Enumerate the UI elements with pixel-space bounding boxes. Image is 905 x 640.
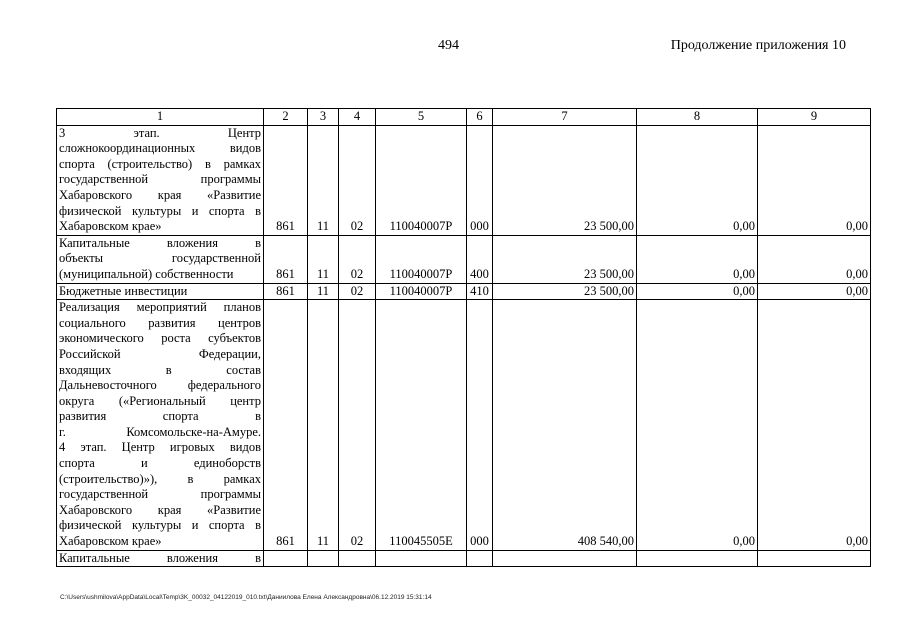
table-row	[57, 300, 871, 551]
cell-subsection: 02	[339, 235, 376, 283]
column-header: 3	[308, 109, 339, 126]
cell-section: 11	[308, 235, 339, 283]
description-line: (строительство)»), в рамках	[59, 471, 261, 486]
cell-amount-1: 23 500,00	[493, 125, 637, 235]
description-line: (муниципальной) собственности	[59, 266, 234, 281]
cell-subsection	[339, 550, 376, 567]
row-description	[57, 300, 264, 551]
table-row	[57, 125, 871, 235]
cell-amount-1: 23 500,00	[493, 235, 637, 283]
column-header: 8	[637, 109, 758, 126]
description-line: физической культуры и спорта в	[59, 518, 261, 533]
column-header: 1	[57, 109, 264, 126]
cell-subsection: 02	[339, 300, 376, 551]
description-line: Хабаровского края «Развитие	[59, 502, 261, 517]
cell-amount-2: 0,00	[637, 300, 758, 551]
column-header: 7	[493, 109, 637, 126]
budget-table	[56, 108, 871, 567]
row-description	[57, 235, 264, 283]
description-line: физической культуры и спорта в	[59, 203, 261, 218]
cell-amount-1: 23 500,00	[493, 283, 637, 300]
cell-amount-3: 0,00	[758, 235, 871, 283]
description-line: 3 этап. Центр	[59, 125, 261, 140]
description-line: Реализация мероприятий планов	[59, 300, 261, 315]
cell-amount-3: 0,00	[758, 125, 871, 235]
column-header: 2	[264, 109, 308, 126]
description-line: спорта и единоборств	[59, 456, 261, 471]
description-line: государственной программы	[59, 487, 261, 502]
description-line: г. Комсомольске-на-Амуре.	[59, 424, 261, 439]
cell-amount-2: 0,00	[637, 125, 758, 235]
row-description	[57, 283, 264, 300]
cell-amount-2: 0,00	[637, 283, 758, 300]
description-line: Хабаровском крае»	[59, 534, 162, 549]
appendix-note: Продолжение приложения 10	[670, 38, 846, 53]
cell-expense-type: 000	[467, 300, 493, 551]
cell-target-item: 110045505Е	[376, 300, 467, 551]
cell-target-item: 110040007Р	[376, 235, 467, 283]
description-line: Бюджетные инвестиции	[59, 283, 188, 298]
description-line: Капитальные вложения в	[59, 235, 261, 250]
table-header-row	[57, 109, 871, 126]
cell-amount-3	[758, 550, 871, 567]
description-line: Хабаровском крае»	[59, 219, 162, 234]
cell-target-item: 110040007Р	[376, 283, 467, 300]
column-header: 9	[758, 109, 871, 126]
cell-expense-type: 410	[467, 283, 493, 300]
description-line: Капитальные вложения в	[59, 550, 261, 565]
cell-amount-1	[493, 550, 637, 567]
description-line: Хабаровского края «Развитие	[59, 187, 261, 202]
cell-amount-3: 0,00	[758, 300, 871, 551]
cell-section: 11	[308, 125, 339, 235]
cell-subsection: 02	[339, 125, 376, 235]
cell-section: 11	[308, 283, 339, 300]
cell-amount-2	[637, 550, 758, 567]
column-header: 5	[376, 109, 467, 126]
table-row	[57, 283, 871, 300]
row-description	[57, 125, 264, 235]
description-line: объекты государственной	[59, 251, 261, 266]
cell-amount-3: 0,00	[758, 283, 871, 300]
description-line: социального развития центров	[59, 315, 261, 330]
cell-expense-type: 400	[467, 235, 493, 283]
row-description	[57, 550, 264, 567]
cell-target-item: 110040007Р	[376, 125, 467, 235]
table-body	[57, 125, 871, 567]
cell-section: 11	[308, 300, 339, 551]
cell-code: 861	[264, 235, 308, 283]
description-line: округа («Региональный центр	[59, 393, 261, 408]
description-line: входящих в состав	[59, 362, 261, 377]
description-line: экономического роста субъектов	[59, 331, 261, 346]
cell-expense-type: 000	[467, 125, 493, 235]
footer-file-path: C:\Users\ushmilova\AppData\Local\Temp\3K_00032_04122019_010.txt\Даниилова Елена Александровна\06.12.2019 15:31:14	[60, 594, 432, 601]
column-header: 4	[339, 109, 376, 126]
cell-amount-2: 0,00	[637, 235, 758, 283]
cell-expense-type	[467, 550, 493, 567]
page-number: 494	[438, 38, 459, 53]
cell-section	[308, 550, 339, 567]
description-line: государственной программы	[59, 172, 261, 187]
cell-amount-1: 408 540,00	[493, 300, 637, 551]
cell-code: 861	[264, 283, 308, 300]
cell-subsection: 02	[339, 283, 376, 300]
cell-target-item	[376, 550, 467, 567]
description-line: развития спорта в	[59, 409, 261, 424]
cell-code: 861	[264, 300, 308, 551]
table-row	[57, 235, 871, 283]
description-line: 4 этап. Центр игровых видов	[59, 440, 261, 455]
cell-code: 861	[264, 125, 308, 235]
description-line: спорта (строительство) в рамках	[59, 156, 261, 171]
description-line: Российской Федерации,	[59, 346, 261, 361]
cell-code	[264, 550, 308, 567]
description-line: сложнокоординационных видов	[59, 141, 261, 156]
description-line: Дальневосточного федерального	[59, 378, 261, 393]
table-row	[57, 550, 871, 567]
column-header: 6	[467, 109, 493, 126]
